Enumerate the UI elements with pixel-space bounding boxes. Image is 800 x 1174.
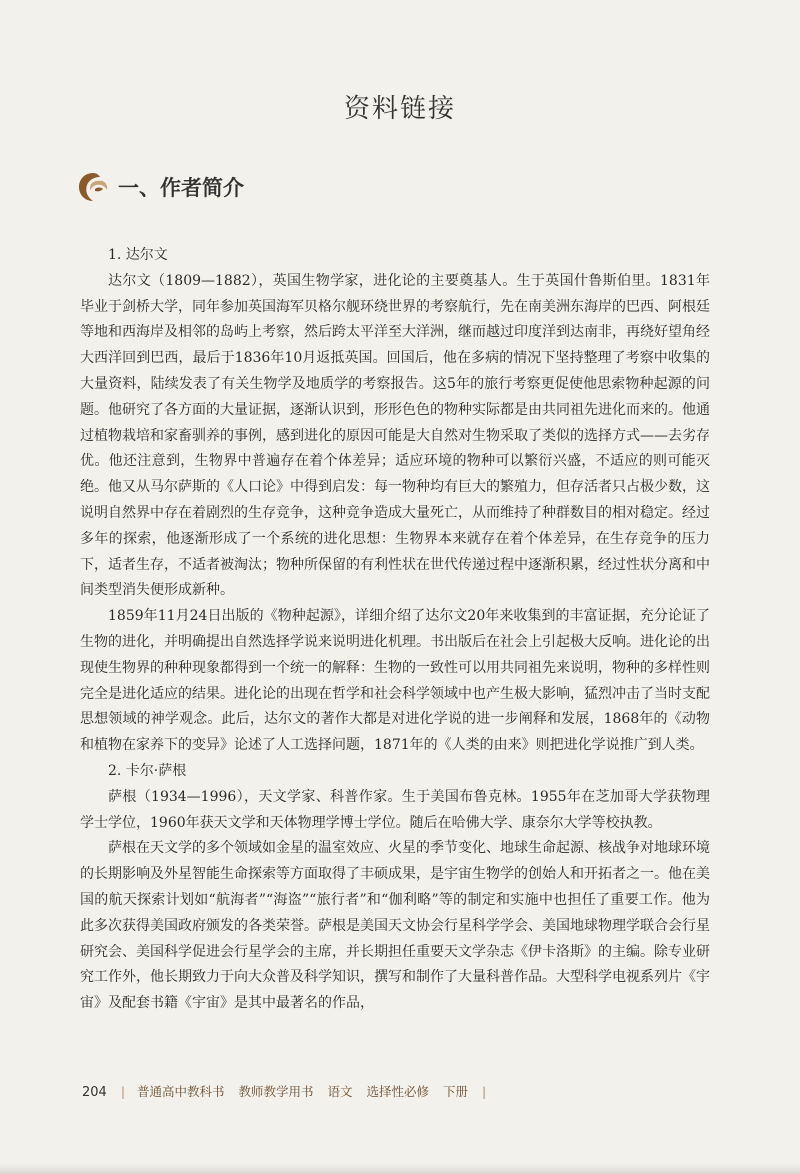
- section-heading: [76, 170, 244, 204]
- page-number: 204: [82, 1085, 107, 1100]
- footer-separator: |: [120, 1084, 126, 1099]
- page-edge-shadow: [0, 1164, 800, 1174]
- leaf-swirl-icon: [76, 170, 110, 204]
- section-title: 一、作者简介: [118, 176, 244, 200]
- darwin-heading: 1. 达尔文: [108, 247, 168, 263]
- footer-series-label: 选择性必修: [366, 1084, 430, 1099]
- page-footer: [82, 1082, 494, 1100]
- footer-subject-label: 语文: [327, 1084, 353, 1099]
- darwin-paragraph-2: 1859年11月24日出版的《物种起源》，详细介绍了达尔文20年来收集到的丰富证据，充分论证了生物的进化，并明确提出自然选择学说来说明进化机理。书出版后在社会上引起极大反响。进化论的出现使生物界的种种现象都得到一个统一的解释：生物的一致性可以用共同祖先来说明，物种的多样性则完全是进化适应的结果。进化论的出现在哲学和社会科学领域中也产生极大影响，猛烈冲击了当时支配思想领域的神学观念。此后，达尔文的著作大都是对进化学说的进一步阐释和发展，1868年的《动物和植物在家养下的变异》论述了人工选择问题，1871年的《人类的由来》则把进化学说推广到人类。: [80, 608, 710, 754]
- sagan-heading: 2. 卡尔·萨根: [108, 762, 187, 779]
- footer-usage-label: 教师教学用书: [238, 1084, 314, 1099]
- footer-separator-end: |: [482, 1084, 487, 1099]
- sagan-paragraph-1: 萨根（1934—1996），天文学家、科普作家。生于美国布鲁克林。1955年在芝加哥大学获物理学士学位，1960年获天文学和天体物理学博士学位。随后在哈佛大学、康奈尔大学等校执教。: [80, 788, 710, 831]
- footer-book-label: 普通高中教科书: [137, 1084, 225, 1099]
- footer-volume-label: 下册: [443, 1084, 469, 1099]
- page-title: 资料链接: [343, 94, 456, 124]
- article-body: [80, 243, 710, 1017]
- sagan-paragraph-2: 萨根在天文学的多个领域如金星的温室效应、火星的季节变化、地球生命起源、核战争对地球环境的长期影响及外星智能生命探索等方面取得了丰硕成果，是宇宙生物学的创始人和开拓者之一。他在美国的航天探索计划如“航海者”“海盗”“旅行者”和“伽利略”等的制定和实施中也担任了重要工作。他为此多次获得美国政府颁发的各类荣誉。萨根是美国天文协会行星科学学会、美国地球物理学联合会行星研究会、美国科学促进会行星学会的主席，并长期担任重要天文学杂志《伊卡洛斯》的主编。除专业研究工作外，他长期致力于向大众普及科学知识，撰写和制作了大量科普作品。大型科学电视系列片《宇宙》及配套书籍《宇宙》是其中最著名的作品，: [80, 840, 710, 1012]
- darwin-paragraph-1: 达尔文（1809—1882），英国生物学家，进化论的主要奠基人。生于英国什鲁斯伯里。1831年毕业于剑桥大学，同年参加英国海军贝格尔舰环绕世界的考察航行，先在南美洲东海岸的巴西、阿根廷等地和西海岸及相邻的岛屿上考察，然后跨太平洋至大洋洲，继而越过印度洋到达南非，再绕好望角经大西洋回到巴西，最后于1836年10月返抵英国。回国后，他在多病的情况下坚持整理了考察中收集的大量资料，陆续发表了有关生物学及地质学的考察报告。这5年的旅行考察更促使他思索物种起源的问题。他研究了各方面的大量证据，逐渐认识到，形形色色的物种实际都是由共同祖先进化而来的。他通过植物栽培和家畜驯养的事例，感到进化的原因可能是大自然对生物采取了类似的选择方式——去劣存优。他还注意到，生物界中普遍存在着个体差异；适应环境的物种可以繁衍兴盛，不适应的则可能灭绝。他又从马尔萨斯的《人口论》中得到启发：每一物种均有巨大的繁殖力，但存活者只占极少数，这说明自然界中存在着剧烈的生存竞争，这种竞争造成大量死亡，从而维持了种群数目的相对稳定。经过多年的探索，他逐渐形成了一个系统的进化思想：生物界本来就存在着个体差异，在生存竞争的压力下，适者生存，不适者被淘汰；物种所保留的有利性状在世代传递过程中逐渐积累，经过性状分离和中间类型消失便形成新种。: [80, 272, 710, 599]
